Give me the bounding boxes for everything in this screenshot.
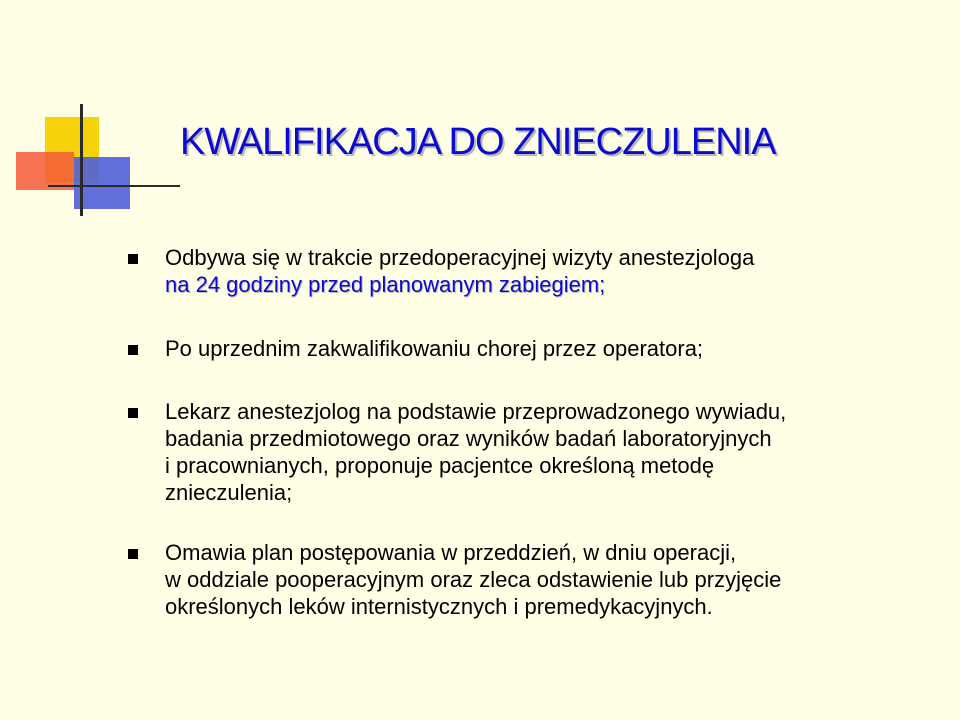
slide-title: KWALIFIKACJA DO ZNIECZULENIA <box>180 121 776 163</box>
square-bullet-icon <box>128 549 138 559</box>
bullet-line: i pracownianych, proponuje pacjentce określoną metodę <box>165 453 715 478</box>
square-bullet-icon <box>128 408 138 418</box>
bullet-line: Odbywa się w trakcie przedoperacyjnej wizyty anestezjologa <box>165 245 755 270</box>
bullet-line: badania przedmiotowego oraz wyników badań laboratoryjnych <box>165 426 772 451</box>
square-bullet-icon <box>128 345 138 355</box>
bullet-item <box>128 398 786 506</box>
square-bullet-icon <box>128 254 138 264</box>
bullet-item <box>128 244 754 298</box>
bullet-highlight: na 24 godziny przed planowanym zabiegiem; <box>165 272 606 297</box>
bullet-line: w oddziale pooperacyjnym oraz zleca odstawienie lub przyjęcie <box>165 567 782 592</box>
bullet-line: znieczulenia; <box>165 480 293 505</box>
logo-vertical-line <box>80 104 83 216</box>
bullet-line: określonych leków internistycznych i premedykacyjnych. <box>165 594 713 619</box>
logo-horizontal-line <box>48 185 180 187</box>
bullet-item <box>128 539 781 620</box>
bullet-item <box>128 335 703 362</box>
bullet-line: Omawia plan postępowania w przeddzień, w dniu operacji, <box>165 540 737 565</box>
bullet-line: Po uprzednim zakwalifikowaniu chorej przez operatora; <box>165 336 704 361</box>
bullet-line: Lekarz anestezjolog na podstawie przeprowadzonego wywiadu, <box>165 399 787 424</box>
